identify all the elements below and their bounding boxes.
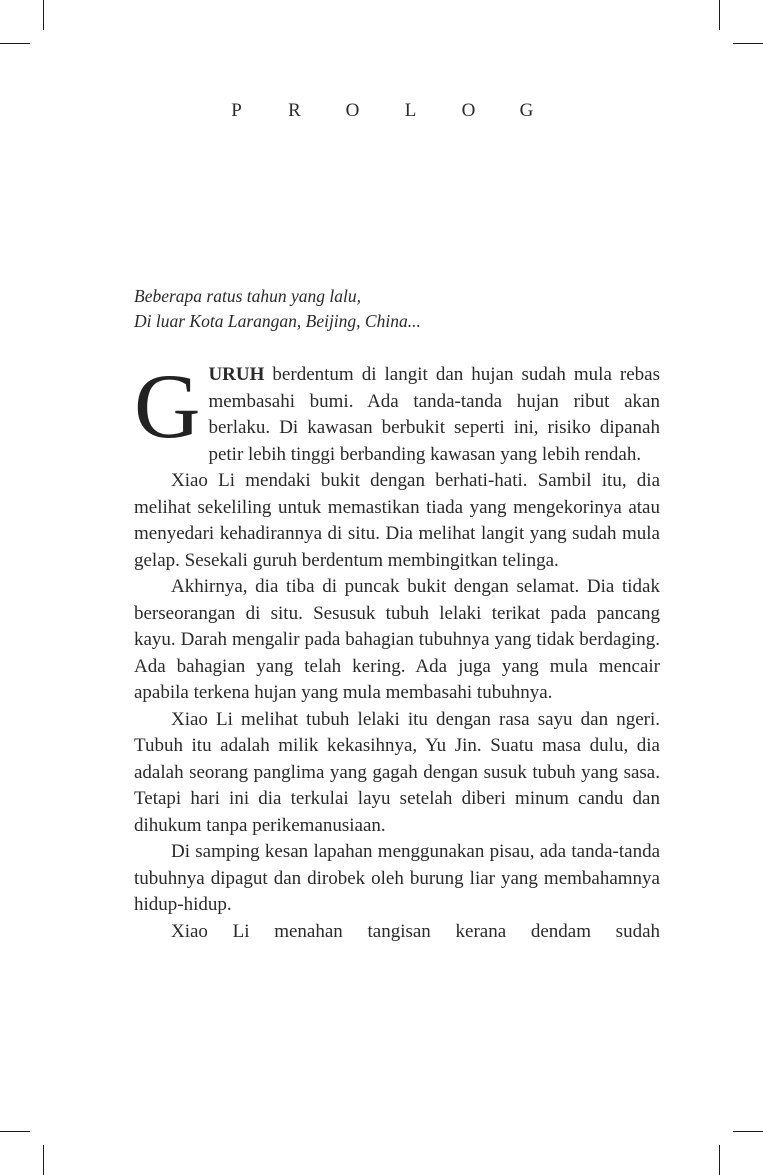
crop-mark-bottom-left-horizontal: [0, 1131, 30, 1132]
paragraph-1: [134, 355, 660, 468]
lead-word: URUH: [208, 364, 265, 385]
title-letter: G: [519, 100, 534, 121]
crop-mark-top-left-vertical: [43, 0, 44, 30]
title-letter: P: [231, 100, 242, 121]
paragraph-5: Di samping kesan lapahan menggunakan pisau, ada tanda-tanda tubuhnya dipagut dan dirobek oleh burung liar yang membahamnya hidup-hidup.: [134, 841, 660, 915]
title-letter: O: [461, 100, 476, 121]
crop-mark-bottom-right-horizontal: [733, 1131, 763, 1132]
epigraph: [134, 284, 421, 334]
paragraph-6: Xiao Li menahan tangisan kerana dendam sudah: [171, 920, 660, 942]
chapter-title: [0, 100, 763, 122]
paragraph-4: Xiao Li melihat tubuh lelaki itu dengan rasa sayu dan ngeri. Tubuh itu adalah milik kekasihnya, Yu Jin. Suatu masa dulu, dia adalah seorang panglima yang gagah dengan susuk tubuh yang sasa. Tetapi hari ini dia terkulai layu setelah diberi minum candu dan dihukum tanpa perikemanusiaan.: [134, 708, 660, 836]
title-letter: L: [404, 100, 417, 121]
paragraph-2: Xiao Li mendaki bukit dengan berhati-hati. Sambil itu, dia melihat sekeliling untuk memastikan tiada yang mengekorinya atau menyedari kehadirannya di situ. Dia melihat langit yang sudah mula gelap. Sesekali guruh berdentum membingitkan telinga.: [134, 470, 660, 571]
title-letter: R: [288, 100, 301, 121]
epigraph-line-2: Di luar Kota Larangan, Beijing, China...: [134, 311, 421, 331]
title-letter: O: [345, 100, 360, 121]
crop-mark-bottom-right-vertical: [719, 1145, 720, 1175]
crop-mark-top-right-vertical: [719, 0, 720, 30]
crop-mark-top-right-horizontal: [733, 43, 763, 44]
drop-cap: G: [134, 355, 201, 457]
epigraph-line-1: Beberapa ratus tahun yang lalu,: [134, 286, 361, 306]
body-text: [134, 355, 660, 945]
paragraph-1-text: berdentum di langit dan hujan sudah mula rebas membasahi bumi. Ada tanda-tanda hujan ribut akan berlaku. Di kawasan berbukit seperti ini, risiko dipanah petir lebih tinggi berbanding kawasan yang lebih rendah.: [208, 364, 660, 465]
crop-mark-top-left-horizontal: [0, 43, 30, 44]
paragraph-3: Akhirnya, dia tiba di puncak bukit dengan selamat. Dia tidak berseorangan di situ. Sesusuk tubuh lelaki terikat pada pancang kayu. Darah mengalir pada bahagian tubuhnya yang tidak berdaging. Ada bahagian yang telah kering. Ada juga yang mula mencair apabila terkena hujan yang mula membasahi tubuhnya.: [134, 576, 660, 703]
crop-mark-bottom-left-vertical: [43, 1145, 44, 1175]
